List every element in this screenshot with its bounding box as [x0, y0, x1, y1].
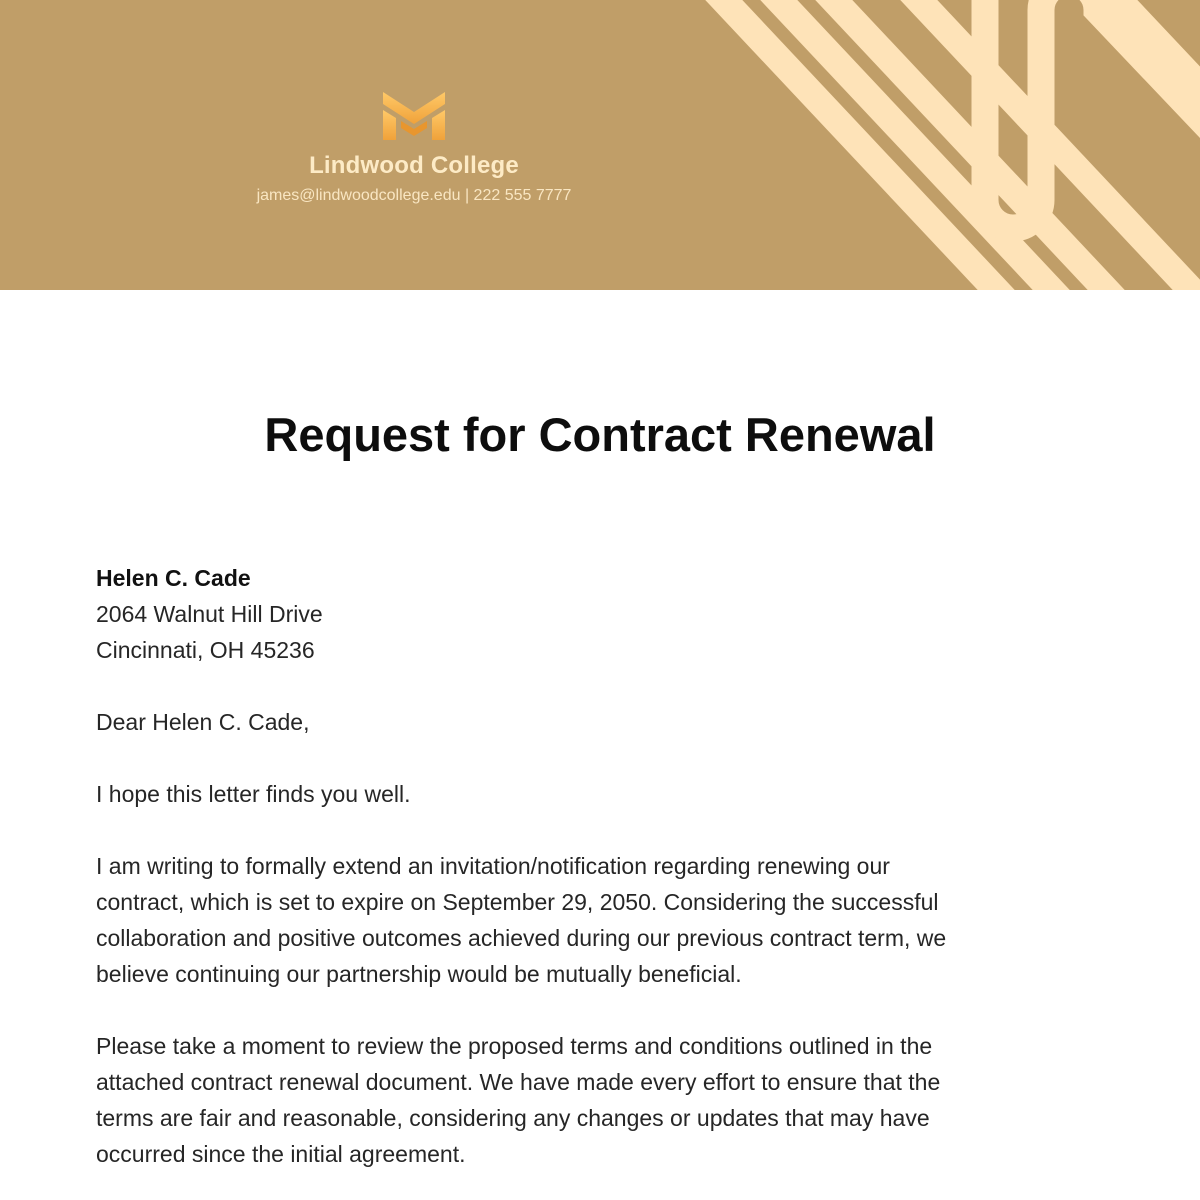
salutation: Dear Helen C. Cade, — [96, 709, 310, 735]
college-brand — [214, 88, 614, 208]
document-title: Request for Contract Renewal — [264, 408, 936, 461]
paragraph-2-line: believe continuing our partnership would be mutually beneficial. — [96, 961, 742, 987]
college-name: Lindwood College — [309, 152, 519, 179]
recipient-name: Helen C. Cade — [96, 565, 251, 591]
m-monogram-icon — [381, 88, 447, 144]
paragraph-1: I hope this letter finds you well. — [96, 781, 411, 807]
paragraph-3-line: occurred since the initial agreement. — [96, 1141, 466, 1167]
recipient-address-line2: Cincinnati, OH 45236 — [96, 637, 315, 663]
recipient-block — [96, 560, 1076, 668]
paragraph-3-line: attached contract renewal document. We have made every effort to ensure that the — [96, 1069, 941, 1095]
recipient-address-line1: 2064 Walnut Hill Drive — [96, 601, 323, 627]
paragraph-2 — [96, 848, 1076, 992]
paragraph-3-line: Please take a moment to review the proposed terms and conditions outlined in the — [96, 1033, 933, 1059]
letterhead-banner — [0, 0, 1200, 290]
letter-body — [96, 560, 1076, 1172]
paragraph-2-line: I am writing to formally extend an invitation/notification regarding renewing our — [96, 853, 890, 879]
paragraph-3-line: terms are fair and reasonable, considering any changes or updates that may have — [96, 1105, 930, 1131]
paragraph-2-line: collaboration and positive outcomes achieved during our previous contract term, we — [96, 925, 947, 951]
college-contact: james@lindwoodcollege.edu | 222 555 7777 — [256, 187, 572, 204]
paragraph-3 — [96, 1028, 1076, 1172]
paragraph-2-line: contract, which is set to expire on September 29, 2050. Considering the successful — [96, 889, 939, 915]
